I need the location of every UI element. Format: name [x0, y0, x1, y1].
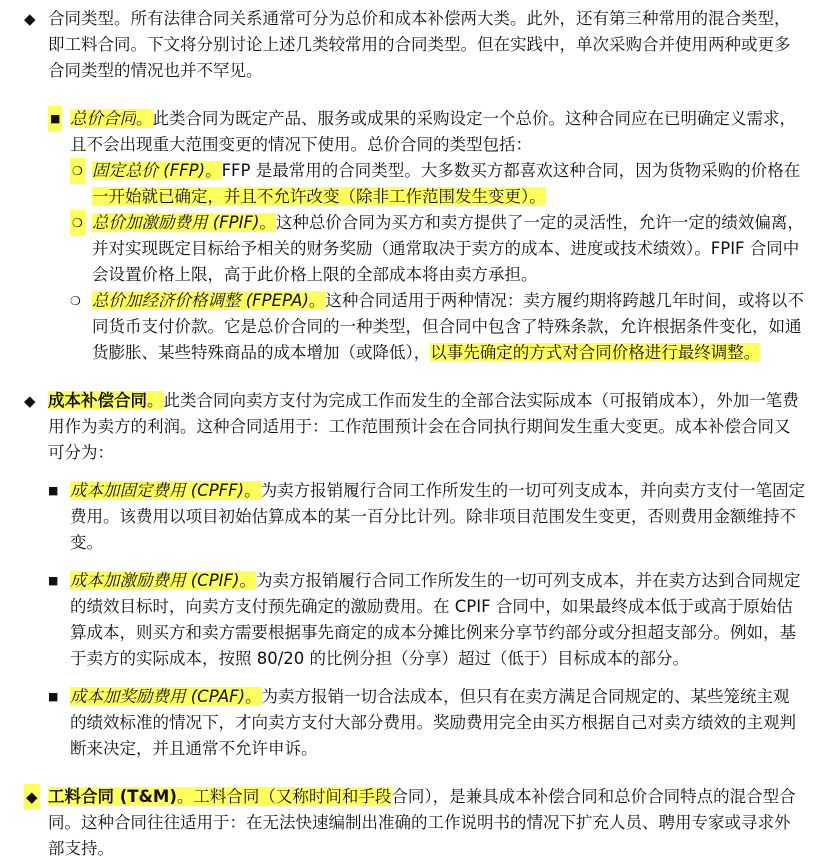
square-bullet-icon: ■	[48, 690, 59, 703]
circle-bullet-icon: ❍	[70, 210, 85, 236]
cpaf-text: 为卖方报销一切合法成本，但只有在卖方满足合同规定的、某些笼统主观的绩效标准的情况下，才向卖方支付大部分费用。奖励费用完全由买方根据自己对卖方绩效的主观判断来决定，并且通常不允许申诉。	[70, 687, 796, 758]
square-bullet-icon: ■	[48, 106, 62, 132]
cost-reimbursable-title-period: 。	[147, 391, 164, 410]
cpff-paragraph	[0, 478, 834, 556]
ffp-text-b: 。	[529, 187, 546, 206]
fpif-title-period: 。	[259, 213, 276, 232]
fpepa-text-a: 这种合同适用于两种情况：卖方履约期将跨越几年时间，或将以不同货币支付价款。它是总价合同的一种类型，但合同中包含了特殊条款，允许根据条件变化，如通货膨胀、某些特殊商品的成本增加（或降低），	[92, 291, 804, 362]
cost-reimbursable-title: 成本补偿合同	[48, 391, 147, 410]
diamond-bullet-icon: ◆	[24, 784, 40, 810]
tm-paragraph	[0, 784, 834, 862]
diamond-bullet-icon: ◆	[24, 10, 36, 28]
cpif-text: 为卖方报销履行合同工作所发生的一切可列支成本，并在卖方达到合同规定的绩效目标时，向卖方支付预先确定的激励费用。在 CPIF 合同中，如果最终成本低于或高于原始估算成本，则买方和卖方需要根据事先商定的成本分摊比例来分享节约部分或分担超支部分。例如，基于卖方的实际成本，按照 80/20 的比例分担（分享）超过（低于）目标成本的部分。	[70, 571, 801, 668]
fpepa-title: 总价加经济价格调整 (FPEPA)	[92, 291, 309, 310]
cpff-text: 为卖方报销履行合同工作所发生的一切可列支成本，并向卖方支付一笔固定费用。该费用以项目初始估算成本的某一百分比计列。除非项目范围发生变更，否则费用金额维持不变。	[70, 481, 806, 552]
cost-reimbursable-paragraph	[0, 388, 834, 466]
fixed-price-title-period: 。	[136, 109, 153, 128]
fixed-price-paragraph	[0, 106, 834, 158]
intro-paragraph	[0, 6, 834, 84]
diamond-bullet-icon: ◆	[24, 392, 36, 410]
cpif-paragraph	[0, 568, 834, 672]
tm-title-period: 。	[176, 787, 194, 806]
fpepa-paragraph	[0, 288, 834, 366]
cpif-title-period: 。	[239, 571, 256, 590]
tm-text-highlight: 手段	[358, 787, 392, 806]
fpif-text: 这种总价合同为买方和卖方提供了一定的灵活性，允许一定的绩效偏离，并对实现既定目标给予相关的财务奖励（通常取决于卖方的成本、进度或技术绩效）。FPIF 合同中会设置价格上限，高于此价格上限的全部成本将由卖方承担。	[92, 213, 804, 284]
fixed-price-title: 总价合同	[70, 109, 136, 128]
fpif-paragraph	[0, 210, 834, 288]
ffp-title-period: 。	[205, 161, 222, 180]
tm-text-a: 工料合同（又称时间和	[193, 787, 359, 806]
fpif-title: 总价加激励费用 (FPIF)	[92, 213, 260, 232]
fpepa-title-period: 。	[308, 291, 326, 310]
tm-title: 工料合同 (T&M)	[48, 787, 177, 806]
circle-bullet-icon: ❍	[70, 294, 81, 308]
ffp-title: 固定总价 (FFP)	[92, 161, 206, 180]
cpaf-title-period: 。	[245, 687, 262, 706]
ffp-text-a: FFP 是最常用的合同类型。大多数买方都喜欢这种合同，因为货物采购的价格在	[221, 161, 801, 180]
tm-text-b: 合同），是兼具成本补偿合同和总价合同特点的混合型合同。这种合同往往适用于：在无法快速编制出准确的工作说明书的情况下扩充人员、聘用专家或寻求外部支持。	[48, 787, 796, 858]
ffp-text-highlight: 一开始就已确定，并且不允许改变（除非工作范围发生变更）	[92, 187, 530, 206]
ffp-paragraph	[0, 158, 834, 210]
cpff-title: 成本加固定费用 (CPFF)	[70, 481, 245, 500]
cost-reimbursable-text: 此类合同向卖方支付为完成工作而发生的全部合法实际成本（可报销成本），外加一笔费用作为卖方的利润。这种合同适用于：工作范围预计会在合同执行期间发生重大变更。成本补偿合同又可分为：	[48, 391, 799, 462]
square-bullet-icon: ■	[48, 574, 59, 587]
cpif-title: 成本加激励费用 (CPIF)	[70, 571, 240, 590]
cpff-title-period: 。	[244, 481, 261, 500]
cpaf-title: 成本加奖励费用 (CPAF)	[70, 687, 246, 706]
square-bullet-icon: ■	[48, 484, 59, 497]
circle-bullet-icon: ❍	[70, 158, 85, 184]
intro-text: 合同类型。所有法律合同关系通常可分为总价和成本补偿两大类。此外，还有第三种常用的混合类型，即工料合同。下文将分别讨论上述几类较常用的合同类型。但在实践中，单次采购合并使用两种或更多合同类型的情况也并不罕见。	[48, 9, 791, 80]
document	[0, 6, 834, 862]
fixed-price-text: 此类合同为既定产品、服务或成果的采购设定一个总价。这种合同应在已明确定义需求，且不会出现重大范围变更的情况下使用。总价合同的类型包括：	[70, 109, 796, 154]
fpepa-text-highlight: 以事先确定的方式对合同价格进行最终调整。	[430, 343, 761, 362]
cpaf-paragraph	[0, 684, 834, 762]
